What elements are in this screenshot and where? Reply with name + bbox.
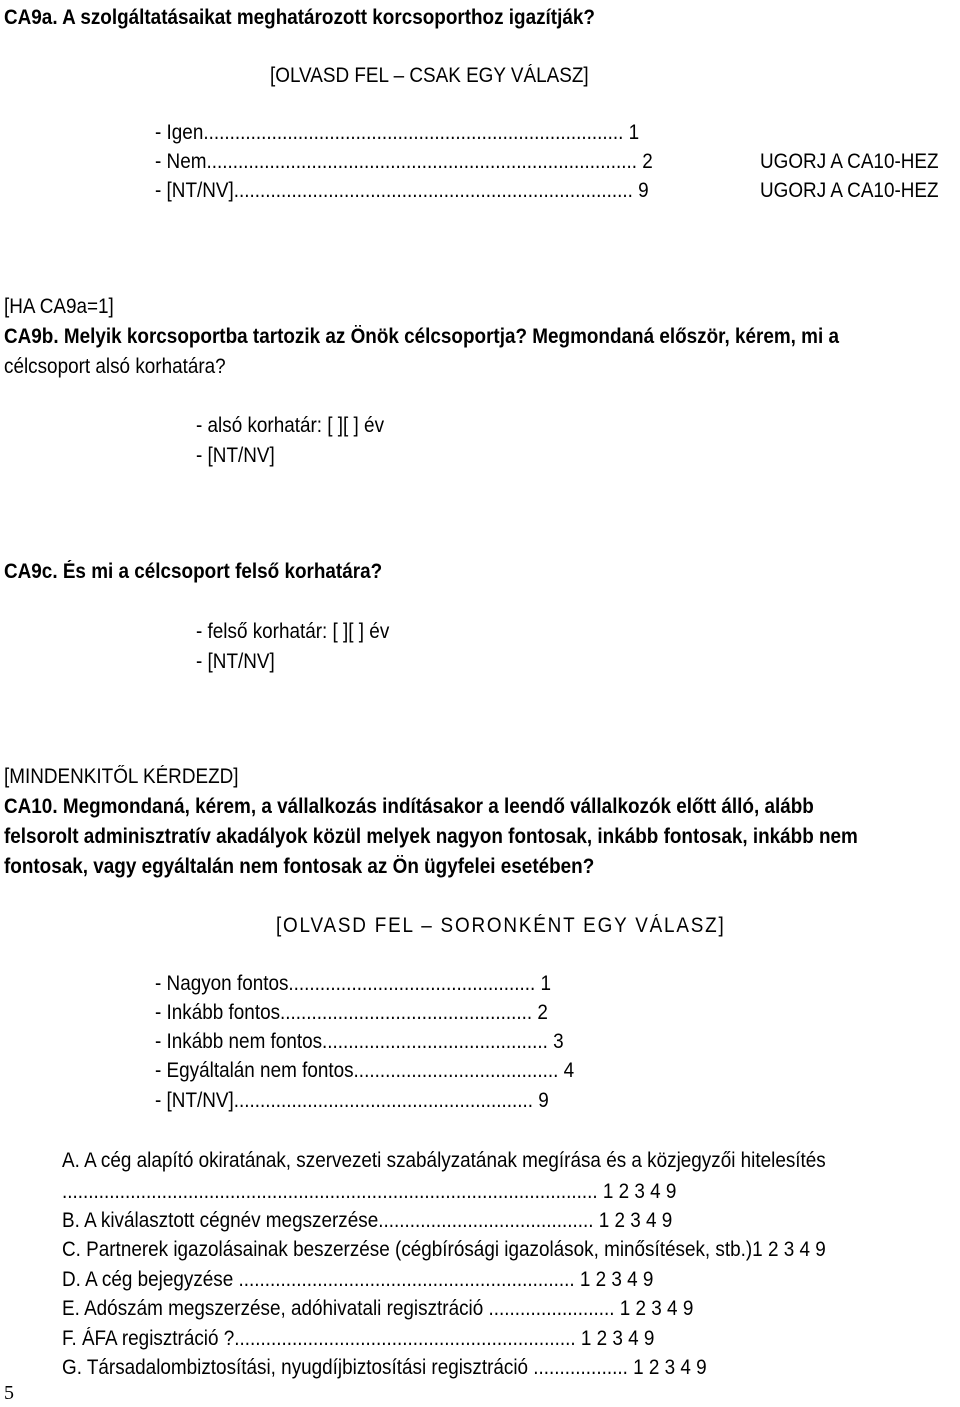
item-ca10-d: D. A cég bejegyzése ................................................................ 1 2 3 4 9 bbox=[62, 1268, 654, 1291]
option-ca9a-3: - [NT/NV]............................................................................ 9 bbox=[155, 179, 649, 202]
scale-option-2: - Inkább fontos................................................ 2 bbox=[155, 1001, 548, 1024]
item-ca10-e: E. Adószám megszerzése, adóhivatali regisztráció ........................ 1 2 3 4 9 bbox=[62, 1297, 694, 1320]
question-ca10-line3: fontosak, vagy egyáltalán nem fontosak az Ön ügyfelei esetében? bbox=[4, 855, 595, 878]
scale-option-9: - [NT/NV]......................................................... 9 bbox=[155, 1089, 549, 1112]
condition-ca10: [MINDENKITŐL KÉRDEZD] bbox=[4, 765, 239, 788]
scale-option-3: - Inkább nem fontos........................................... 3 bbox=[155, 1030, 564, 1053]
item-ca10-b: B. A kiválasztott cégnév megszerzése......................................... 1 2 3 4 9 bbox=[62, 1209, 673, 1232]
instruction-ca10: [OLVASD FEL – SORONKÉNT EGY VÁLASZ] bbox=[276, 914, 726, 937]
condition-ca9b: [HA CA9a=1] bbox=[4, 295, 114, 318]
item-ca10-a: A. A cég alapító okiratának, szervezeti szabályzatának megírása és a közjegyzői hitelesítés bbox=[62, 1149, 826, 1172]
item-ca10-g: G. Társadalombiztosítási, nyugdíjbiztosítási regisztráció .................. 1 2 3 4 9 bbox=[62, 1356, 707, 1379]
question-ca9a: CA9a. A szolgáltatásaikat meghatározott korcsoporthoz igazítják? bbox=[4, 6, 595, 29]
item-ca10-f: F. ÁFA regisztráció ?................................................................. 1 2 3 4 9 bbox=[62, 1327, 655, 1350]
question-ca10-line2: felsorolt adminisztratív akadályok közül melyek nagyon fontosak, inkább fontosak, inkább nem bbox=[4, 825, 858, 848]
page-number: 5 bbox=[4, 1382, 14, 1404]
question-ca9c: CA9c. És mi a célcsoport felső korhatára? bbox=[4, 560, 383, 583]
option-ca9a-2: - Nem.................................................................................. 2 bbox=[155, 150, 653, 173]
option-ca9a-1: - Igen................................................................................ 1 bbox=[155, 121, 640, 144]
item-ca9c-2: - [NT/NV] bbox=[196, 650, 275, 673]
scale-option-1: - Nagyon fontos............................................... 1 bbox=[155, 972, 551, 995]
scale-option-4: - Egyáltalán nem fontos....................................... 4 bbox=[155, 1059, 575, 1082]
item-ca9c-1: - felső korhatár: [ ][ ] év bbox=[196, 620, 390, 643]
question-ca9b-line2: célcsoport alsó korhatára? bbox=[4, 355, 226, 378]
item-ca10-c: C. Partnerek igazolásainak beszerzése (cégbírósági igazolások, minősítések, stb.)1 2 3 4 9 bbox=[62, 1238, 826, 1261]
question-ca9b-line1: CA9b. Melyik korcsoportba tartozik az Önök célcsoportja? Megmondaná először, kérem, mi a bbox=[4, 325, 839, 348]
skip-ca9a-3: UGORJ A CA10-HEZ bbox=[760, 179, 939, 202]
item-ca10-a-codes: ...................................................................................................... 1 2 3 4 9 bbox=[62, 1180, 677, 1203]
item-ca9b-1: - alsó korhatár: [ ][ ] év bbox=[196, 414, 385, 437]
instruction-ca9a: [OLVASD FEL – CSAK EGY VÁLASZ] bbox=[270, 64, 589, 87]
question-ca10-line1: CA10. Megmondaná, kérem, a vállalkozás indításakor a leendő vállalkozók előtt álló, alább bbox=[4, 795, 814, 818]
item-ca9b-2: - [NT/NV] bbox=[196, 444, 275, 467]
skip-ca9a-2: UGORJ A CA10-HEZ bbox=[760, 150, 939, 173]
